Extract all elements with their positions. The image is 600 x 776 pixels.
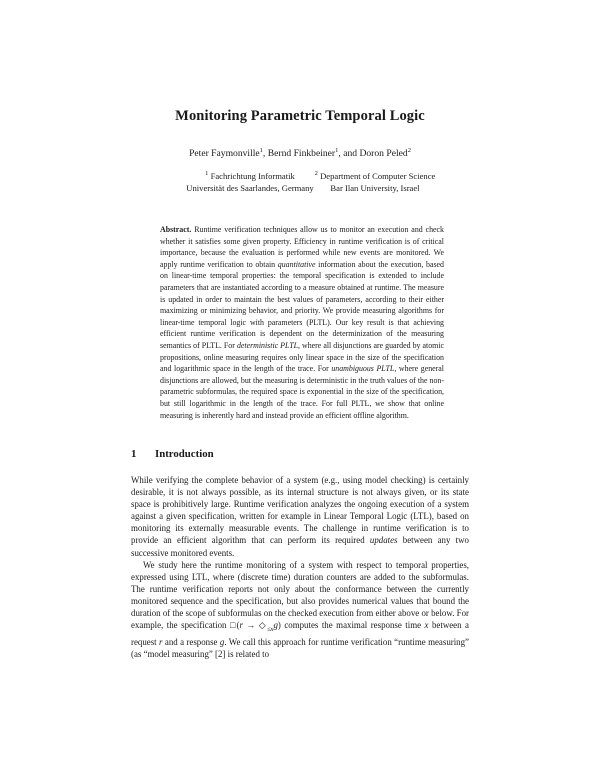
author-separator: , and bbox=[338, 148, 360, 160]
text-run: , where all disjunctions are guarded by atomic propositions, online measuring requires only linear space in the size of the specification and logarithmic space in the length of the trace. For bbox=[160, 340, 445, 374]
emphasized-text: g bbox=[219, 637, 225, 647]
affiliation-line: Universität des Saarlandes, Germany bbox=[186, 183, 314, 194]
section-heading bbox=[131, 448, 214, 460]
affiliation-1 bbox=[180, 168, 320, 195]
author-list bbox=[0, 147, 600, 159]
text-run: . We call this approach for runtime verification “runtime measuring” (as “model measuring” [2] is related to bbox=[131, 637, 469, 660]
affiliation-mark: 2 bbox=[314, 170, 318, 177]
emphasized-text: ≤x bbox=[266, 625, 274, 633]
text-run: While verifying the complete behavior of a system (e.g., using model checking) is certainly desirable, it is not always possible, as its internal structure is not always given, or its state space is prohibitively large. Runtime verification analyzes the ongoing execution of a system against a given specification, written for example in Linear Temporal Logic (LTL), based on monitoring its externally measurable events. The challenge in runtime verification is to provide an efficient algorithm that can perform its required bbox=[131, 475, 469, 546]
author-name: Doron Peled bbox=[359, 148, 408, 160]
affiliation-mark: 1 bbox=[205, 170, 209, 177]
emphasized-text: deterministic PLTL bbox=[236, 340, 299, 350]
text-run: We study here the runtime monitoring of a system with respect to temporal properties, expressed using LTL, where (discrete time) duration counters are added to the subformulas. The runtime verification reports not only about the conformance between the currently monitored sequence and the specification, but also provides numerical values that bound the duration of the scope of subformulas on the checked execution from either above or below. For example, the specification □( bbox=[131, 559, 469, 631]
author-affiliation-mark: 1 bbox=[259, 147, 263, 154]
emphasized-text: r bbox=[159, 637, 163, 647]
section-number: 1 bbox=[131, 448, 137, 460]
paragraph bbox=[131, 559, 469, 661]
body-text bbox=[131, 474, 469, 660]
abstract-text bbox=[160, 225, 444, 420]
emphasized-text: unambiguous PLTL bbox=[331, 364, 395, 374]
affiliation-line: Fachrichtung Informatik bbox=[210, 170, 295, 181]
text-run: , where general disjunctions are allowed, but the measuring is deterministic in the truth values of the non-parametric subformulas, the required space is exponential in the size of the specification, but still logarithmic in the length of the trace. For full PLTL, we show that online measuring is inherently hard and instead provide an efficient offline algorithm. bbox=[160, 364, 444, 420]
text-run: between any two successive monitored events. bbox=[131, 535, 469, 558]
emphasized-text: x bbox=[424, 620, 429, 631]
emphasized-text: updates bbox=[369, 535, 398, 546]
author-name: Peter Faymonville bbox=[189, 148, 260, 160]
emphasized-text: g bbox=[273, 620, 278, 631]
text-run: between a request bbox=[131, 620, 469, 647]
affiliation-line: Bar Ilan University, Israel bbox=[330, 183, 420, 194]
text-run: and a response bbox=[162, 637, 220, 647]
paper-title: Monitoring Parametric Temporal Logic bbox=[175, 108, 425, 124]
affiliation-line: Department of Computer Science bbox=[320, 170, 436, 181]
abstract-label: Abstract. bbox=[160, 225, 192, 234]
text-run: Runtime verification techniques allow us to monitor an execution and check whether it satisfies some given property. Efficiency in runtime verification is of critical importance, because the evaluation is performed while new events are monitored. We apply runtime verification to obtain bbox=[160, 225, 444, 269]
text-run: → ◇ bbox=[243, 620, 267, 631]
abstract bbox=[160, 224, 444, 421]
author-name: Bernd Finkbeiner bbox=[267, 148, 336, 160]
affiliation-2 bbox=[300, 168, 450, 195]
paragraph bbox=[131, 474, 469, 559]
section-title: Introduction bbox=[155, 448, 214, 460]
author-affiliation-mark: 1 bbox=[335, 147, 339, 154]
text-run: ) computes the maximal response time bbox=[277, 620, 425, 631]
emphasized-text: quantitative bbox=[277, 259, 316, 269]
author-affiliation-mark: 2 bbox=[407, 147, 411, 154]
emphasized-text: r bbox=[239, 620, 244, 631]
text-run: information about the execution, based on linear-time temporal properties: the temporal specification is extended to include parameters that are instantiated according to a measure obtained at runtime. The measure is updated in order to maintain the best values of parameters, according to their either maximizing or minimizing behavior, and priority. We provide measuring algorithms for linear-time temporal logic with parameters (PLTL). Our key result is that achieving efficient runtime verification is dependent on the determinization of the measuring semantics of PLTL. For bbox=[160, 259, 444, 350]
author-separator: , bbox=[262, 148, 268, 160]
